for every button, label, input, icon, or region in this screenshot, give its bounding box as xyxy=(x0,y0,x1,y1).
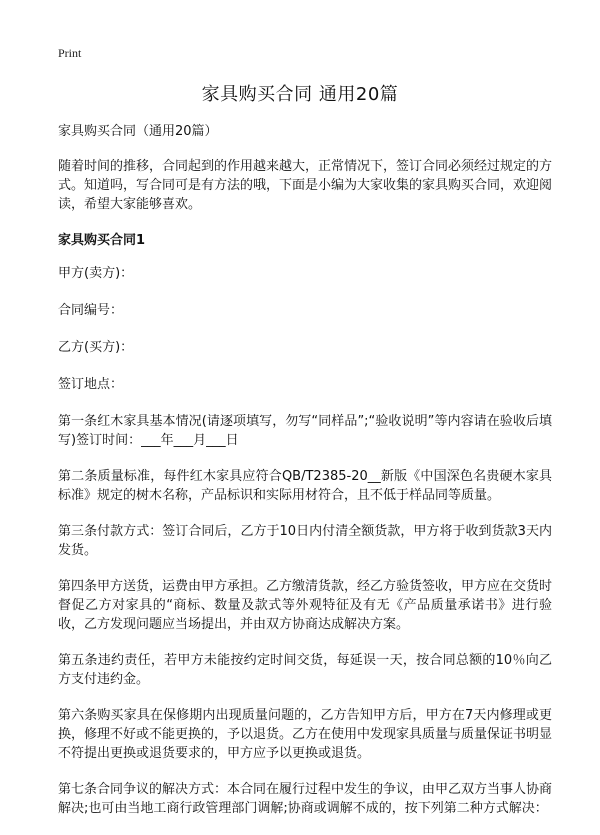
field-contract-number: 合同编号： xyxy=(58,303,124,318)
clause-4: 第四条甲方送货，运费由甲方承担。乙方缴清货款，经乙方验货签收，甲方应在交货时督促乙方对家具的“商标、数量及款式等外观特征及有无《产品质量承诺书》进行验收，乙方发现问题应当场提出，并由双方协商达成解决方案。 xyxy=(58,579,553,632)
clause-7: 第七条合同争议的解决方式：本合同在履行过程中发生的争议，由甲乙双方当事人协商解决;也可由当地工商行政管理部门调解;协商或调解不成的，按下列第二种方式解决： xyxy=(58,782,553,816)
clause-2: 第二条质量标准，每件红木家具应符合QB/T2385-20__新版《中国深色名贵硬木家具标准》规定的树木名称，产品标识和实际用材符合，且不低于样品同等质量。 xyxy=(58,469,552,503)
clause-3: 第三条付款方式：签订合同后，乙方于10日内付清全额货款，甲方将于收到货款3天内发货。 xyxy=(58,524,552,558)
document-body xyxy=(58,122,552,835)
field-seller: 甲方(卖方)： xyxy=(58,266,134,281)
intro-paragraph: 随着时间的推移，合同起到的作用越来越大，正常情况下，签订合同必须经过规定的方式。知道吗，写合同可是有方法的哦，下面是小编为大家收集的家具购买合同，欢迎阅读，希望大家能够喜欢。 xyxy=(58,159,553,212)
print-link[interactable]: Print xyxy=(58,46,82,60)
field-buyer: 乙方(买方)： xyxy=(58,340,134,355)
clause-5: 第五条违约责任，若甲方未能按约定时间交货，每延误一天，按合同总额的10％向乙方支付违约金。 xyxy=(58,653,552,687)
document-title: 家具购买合同 通用20篇 xyxy=(201,84,399,105)
field-signing-place: 签订地点： xyxy=(58,377,124,392)
section-title: 家具购买合同1 xyxy=(58,233,146,248)
clause-1: 第一条红木家具基本情况(请逐项填写，勿写“同样品”;“验收说明”等内容请在验收后填写)签订时间：___年___月___日 xyxy=(58,414,552,448)
clause-6: 第六条购买家具在保修期内出现质量问题的，乙方告知甲方后，甲方在7天内修理或更换，修理不好或不能更换的，予以退货。乙方在使用中发现家具质量与质量保证书明显不符提出更换或退货要求的，甲方应予以更换或退货。 xyxy=(58,708,553,761)
document-subtitle: 家具购买合同（通用20篇） xyxy=(58,124,218,139)
